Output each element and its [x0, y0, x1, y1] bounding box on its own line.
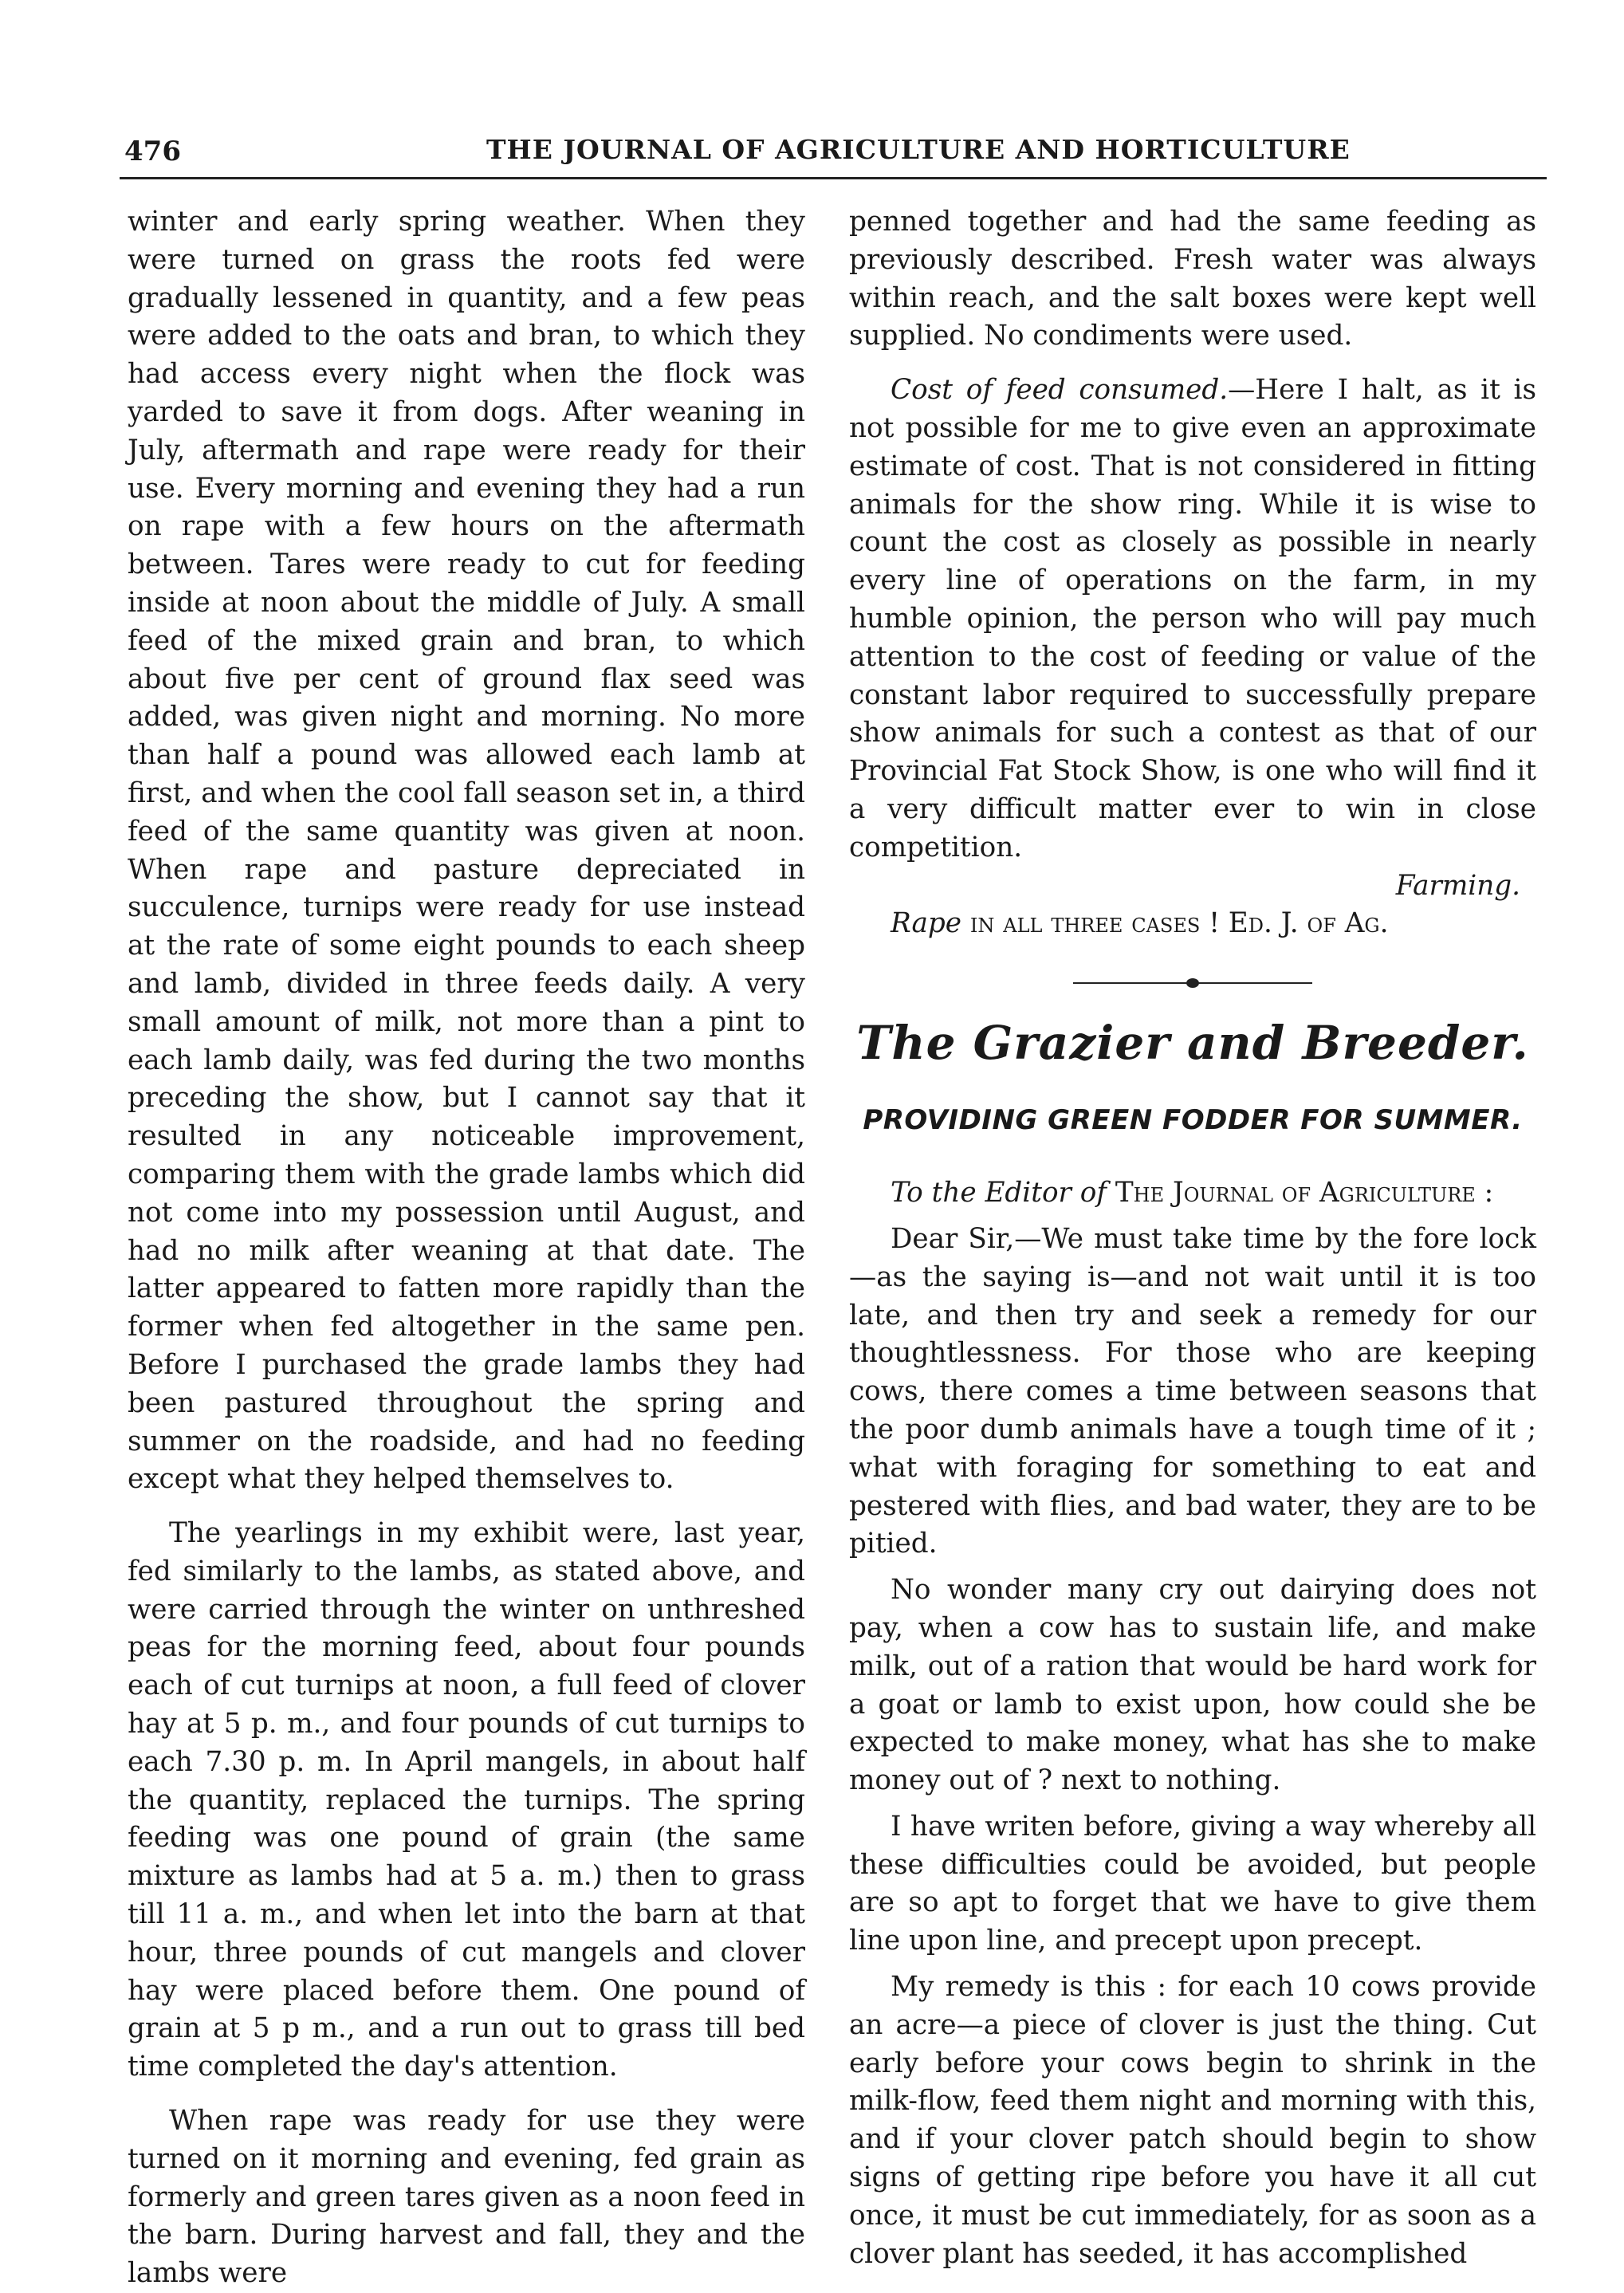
- paragraph-my-remedy: My remedy is this : for each 10 cows provide an acre—a piece of clover is just the thing. Cut early before your cows begin to shrink in the milk-flow, feed them night and morning with this, and if your clover patch should begin to show signs of getting ripe before you have it all cut once, it must be cut immediately, for as soon as a clover plant has seeded, it has accomplished: [849, 1971, 1536, 2270]
- cost-of-feed-lead: Cost of feed consumed.: [891, 374, 1229, 407]
- page-number: 476: [124, 136, 181, 167]
- paragraph-written-before: I have writen before, giving a way whereby all these difficulties could be avoided, but people are so apt to forget that we have to give them line upon line, and precept upon precept.: [849, 1810, 1536, 1957]
- attribution: Farming.: [1395, 869, 1520, 902]
- paragraph-no-wonder: No wonder many cry out dairying does not pay, when a cow has to sustain life, and make milk, out of a ration that would be hard work for a goat or lamb to exist upon, how could she be expected to make money, what has she to make money out of ? next to nothing.: [849, 1574, 1536, 1797]
- header-rule: [120, 177, 1547, 179]
- paragraph-yearlings: The yearlings in my exhibit were, last year, fed similarly to the lambs, as stated above, and were carried through the winter on unthreshed peas for the morning feed, about four pounds each of cut turnips at noon, a full feed of clover hay at 5 p. m., and four pounds of cut turnips to each 7.30 p. m. In April mangels, in about half the quantity, replaced the turnips. The spring feeding was one pound of grain (the same mixture as lambs had at 5 a. m.) then to grass till 11 a. m., and when let into the barn at that hour, three pounds of cut mangels and clover hay were placed before them. One pound of grain at 5 p m., and a run out to grass till bed time completed the day's attention.: [128, 1517, 805, 2083]
- running-head: THE JOURNAL OF AGRICULTURE AND HORTICULTURE: [486, 134, 1351, 165]
- editor-note-text: in all three cases ! Ed. J. of Ag.: [961, 907, 1389, 940]
- cost-of-feed-text: —Here I halt, as it is not possible for me to give even an approximate estimate of cost. That is not considered in fitting animals for the show ring. While it is wise to count the cost as closely as possible in nearly every line of operations on the farm, in my humble opinion, the person who will pay much attention to the cost of feeding or value of the constant labor required to successfully prepare show animals for such a contest as that of our Provincial Fat Stock Show, is one who will find it a very difficult matter ever to win in close competition.: [849, 374, 1536, 863]
- divider-ornament: [1186, 978, 1199, 988]
- section-heading: The Grazier and Breeder.: [856, 1016, 1529, 1071]
- paragraph-rape-feeding: When rape was ready for use they were turned on it morning and evening, fed grain as formerly and green tares given as a noon feed in the barn. During harvest and fall, they and the lambs were: [128, 2105, 805, 2290]
- address-lead: To the Editor of: [891, 1177, 1107, 1209]
- article-title: PROVIDING GREEN FODDER FOR SUMMER.: [863, 1104, 1523, 1137]
- left-column: [128, 203, 805, 2293]
- editor-address: [849, 1174, 1536, 1213]
- editor-note: [849, 905, 1536, 943]
- right-column: [849, 203, 1536, 2273]
- paragraph-cost-of-feed: [849, 372, 1536, 867]
- editor-note-lead: Rape: [891, 907, 962, 940]
- page-header: [112, 128, 1547, 175]
- address-journal: The Journal of Agriculture :: [1107, 1177, 1494, 1209]
- section-divider: [1073, 975, 1312, 991]
- paragraph-feeding-lambs: winter and early spring weather. When they were turned on grass the roots fed were gradually lessened in quantity, and a few peas were added to the oats and bran, to which they had access every night when the flock was yarded to save it from dogs. After weaning in July, aftermath and rape were ready for their use. Every morning and evening they had a run on rape with a few hours on the aftermath between. Tares were ready to cut for feeding inside at noon about the middle of July. A small feed of the mixed grain and bran, to which about five per cent of ground flax seed was added, was given night and morning. No more than half a pound was allowed each lamb at first, and when the cool fall season set in, a third feed of the same quantity was given at noon. When rape and pasture depreciated in succulence, turnips were ready for use instead at the rate of some eight pounds to each sheep and lamb, divided in three feeds daily. A very small amount of milk, not more than a pint to each lamb daily, was fed during the two months preceding the show, but I cannot say that it resulted in any noticeable improvement, comparing them with the grade lambs which did not come into my possession until August, and had no milk after weaning at that date. The latter appeared to fatten more rapidly than the former when fed altogether in the same pen. Before I purchased the grade lambs they had been pastured throughout the spring and summer on the roadside, and had no feeding except what they helped themselves to.: [128, 206, 805, 1496]
- paragraph-penned-together: penned together and had the same feeding as previously described. Fresh water was always within reach, and the salt boxes were kept well supplied. No condiments were used.: [849, 206, 1536, 352]
- paragraph-dear-sir: Dear Sir,—We must take time by the fore lock —as the saying is—and not wait until it is too late, and then try and seek a remedy for our thoughtlessness. For those who are keeping cows, there comes a time between seasons that the poor dumb animals have a tough time of it ; what with foraging for something to eat and pestered with flies, and bad water, they are to be pitied.: [849, 1222, 1536, 1560]
